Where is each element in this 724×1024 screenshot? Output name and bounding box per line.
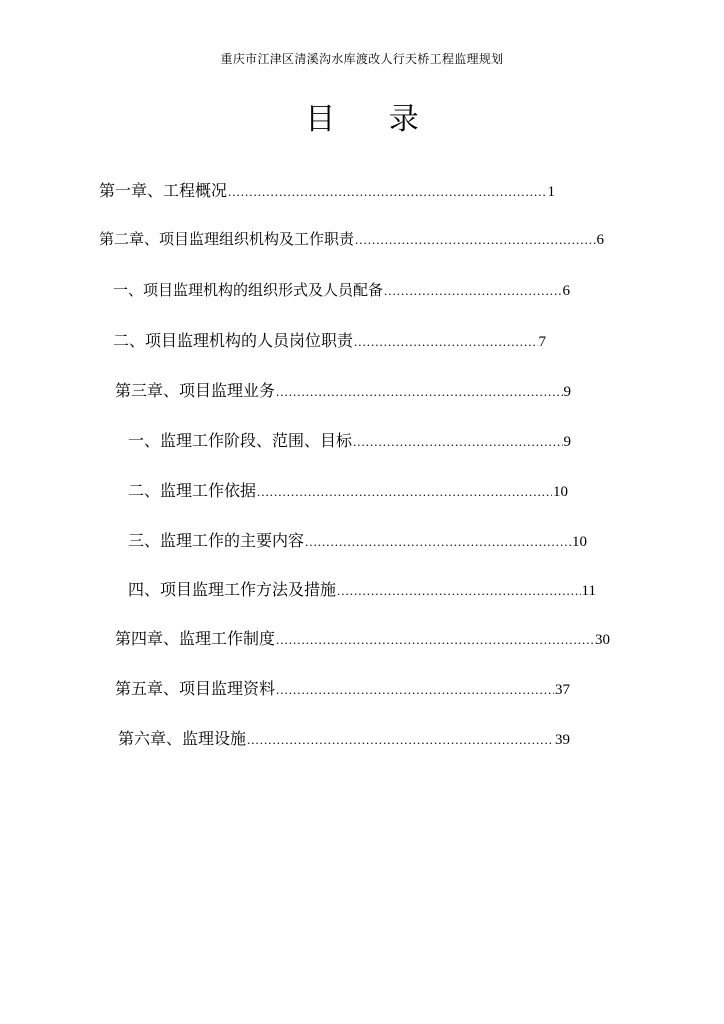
dot-leader <box>228 184 546 200</box>
toc-entry-label: 二、监理工作依据 <box>128 481 257 500</box>
toc-title: 目 录 <box>305 102 441 137</box>
toc-entry-page: 9 <box>563 434 571 450</box>
toc-entry-page: 6 <box>562 283 570 299</box>
toc-entry-section-3-3[interactable] <box>128 528 587 552</box>
dot-leader <box>353 434 562 450</box>
toc-entry-page: 9 <box>563 384 571 400</box>
toc-entry-page: 1 <box>547 184 555 200</box>
dot-leader <box>384 283 561 299</box>
dot-leader <box>247 732 554 748</box>
toc-entry-label: 四、项目监理工作方法及措施 <box>128 580 337 599</box>
toc-entry-chapter-2[interactable] <box>99 228 604 252</box>
toc-entry-page: 10 <box>572 534 587 550</box>
toc-entry-section-3-2[interactable] <box>128 478 568 502</box>
toc-entry-label: 二、项目监理机构的人员岗位职责 <box>113 331 354 350</box>
dot-leader <box>354 334 537 350</box>
toc-entry-page: 30 <box>595 632 610 648</box>
dot-leader <box>355 232 595 248</box>
toc-entry-page: 11 <box>581 583 596 599</box>
dot-leader <box>276 632 594 648</box>
toc-entry-page: 10 <box>553 484 568 500</box>
dot-leader <box>257 484 552 500</box>
toc-entry-page: 6 <box>596 232 604 248</box>
toc-entry-label: 第五章、项目监理资料 <box>115 679 276 698</box>
toc-entry-label: 一、监理工作阶段、范围、目标 <box>128 431 353 450</box>
dot-leader <box>305 534 571 550</box>
toc-entry-chapter-3[interactable] <box>115 378 571 402</box>
dot-leader <box>337 583 581 599</box>
toc-entry-label: 三、监理工作的主要内容 <box>128 531 305 550</box>
toc-entry-section-3-4[interactable] <box>128 577 596 601</box>
toc-entry-chapter-5[interactable] <box>115 676 570 700</box>
toc-entry-label: 第一章、工程概况 <box>99 181 228 200</box>
toc-entry-label: 第二章、项目监理组织机构及工作职责 <box>99 230 355 248</box>
toc-entry-page: 37 <box>555 682 570 698</box>
toc-entry-label: 第三章、项目监理业务 <box>115 381 276 400</box>
toc-entry-label: 一、项目监理机构的组织形式及人员配备 <box>113 281 384 299</box>
toc-entry-page: 7 <box>538 334 546 350</box>
dot-leader <box>276 384 562 400</box>
toc-entry-section-3-1[interactable] <box>128 428 571 452</box>
toc-entry-page: 39 <box>555 732 570 748</box>
toc-entry-chapter-1[interactable] <box>99 178 555 202</box>
page-header: 重庆市江津区清溪沟水库渡改人行天桥工程监理规划 <box>220 52 504 66</box>
dot-leader <box>276 682 554 698</box>
toc-entry-section-2-2[interactable] <box>113 328 546 352</box>
toc-entry-chapter-6[interactable] <box>118 726 570 750</box>
toc-entry-section-2-1[interactable] <box>113 279 570 303</box>
toc-entry-chapter-4[interactable] <box>115 626 610 650</box>
toc-entry-label: 第六章、监理设施 <box>118 729 247 748</box>
toc-entry-label: 第四章、监理工作制度 <box>115 629 276 648</box>
